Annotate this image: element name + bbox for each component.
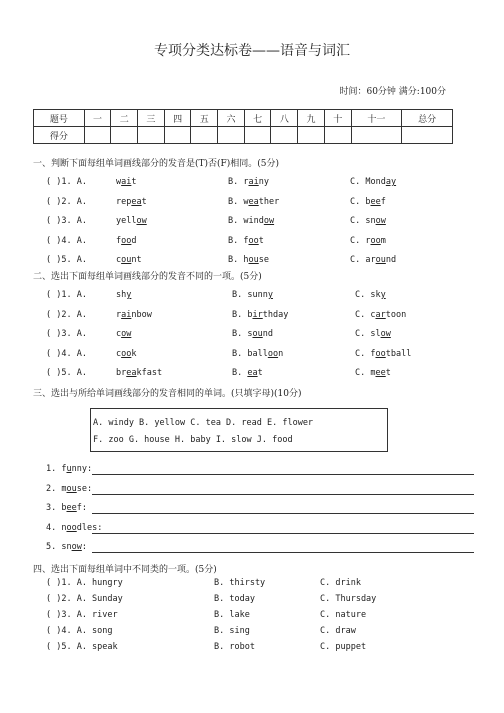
score-header-cell: 二 bbox=[111, 110, 138, 127]
option-b bbox=[232, 329, 273, 339]
option-word: C. room bbox=[350, 235, 386, 246]
option-a bbox=[116, 236, 137, 246]
underlined-sound: oo bbox=[121, 235, 132, 246]
section-3-heading: 三、选出与所给单词画线部分的发音相同的单词。(只填字母)(10分) bbox=[33, 389, 302, 399]
question-number: ( )5. A. bbox=[46, 368, 87, 378]
option-word: C. sky bbox=[355, 290, 386, 300]
underlined-sound: ow bbox=[71, 542, 82, 552]
underlined-sound: ou bbox=[375, 255, 386, 265]
option-a bbox=[116, 216, 147, 226]
question-option-a: ( )3. A. river bbox=[46, 610, 118, 620]
score-input-cell[interactable] bbox=[84, 127, 111, 144]
underlined-sound: ow bbox=[136, 216, 147, 226]
option-word: food bbox=[116, 235, 137, 246]
option-c bbox=[350, 216, 386, 226]
option-word: B. balloon bbox=[232, 348, 284, 359]
score-row-label: 得分 bbox=[34, 127, 85, 144]
option-a bbox=[116, 290, 131, 300]
option-word: C. slow bbox=[355, 329, 391, 339]
score-header-cell: 题号 bbox=[34, 110, 85, 127]
score-input-cell[interactable] bbox=[191, 127, 218, 144]
option-word: B. foot bbox=[228, 235, 264, 246]
underlined-sound: ai bbox=[121, 309, 132, 320]
option-c bbox=[350, 255, 396, 265]
option-word: C. cartoon bbox=[355, 309, 407, 320]
score-header-cell: 六 bbox=[218, 110, 245, 127]
exam-meta: 时间：60分钟 满分:100分 bbox=[339, 87, 446, 97]
score-value-row bbox=[34, 127, 453, 144]
section-4-heading: 四、选出下面每组单词中不同类的一项。(5分) bbox=[33, 565, 217, 575]
underlined-sound: ou bbox=[248, 255, 259, 265]
score-header-cell: 七 bbox=[244, 110, 271, 127]
option-b: B. robot bbox=[214, 642, 255, 652]
option-word: count bbox=[116, 255, 142, 265]
option-word: C. snow bbox=[350, 216, 386, 226]
option-b bbox=[228, 177, 269, 187]
option-c: C. nature bbox=[320, 610, 367, 620]
score-input-cell[interactable] bbox=[218, 127, 245, 144]
question-number: ( )4. A. bbox=[46, 235, 87, 246]
underlined-sound: y bbox=[126, 290, 132, 300]
score-header-cell: 五 bbox=[191, 110, 218, 127]
score-input-cell[interactable] bbox=[164, 127, 191, 144]
option-c bbox=[350, 197, 386, 207]
word-bank-box bbox=[90, 408, 388, 452]
option-b bbox=[228, 216, 274, 226]
option-word: B. sunny bbox=[232, 290, 273, 300]
option-b: B. thirsty bbox=[214, 578, 266, 588]
underlined-sound: ee bbox=[66, 503, 77, 513]
option-c: C. puppet bbox=[320, 642, 367, 652]
option-b: B. sing bbox=[214, 626, 250, 636]
option-a bbox=[116, 255, 142, 265]
option-word: wait bbox=[116, 177, 137, 187]
question-option-a: ( )2. A. Sunday bbox=[46, 594, 123, 604]
score-input-cell[interactable] bbox=[111, 127, 138, 144]
fill-label: 1. funny: bbox=[46, 464, 93, 474]
underlined-sound: ow bbox=[375, 216, 386, 226]
score-input-cell[interactable] bbox=[138, 127, 165, 144]
underlined-sound: oo bbox=[248, 235, 259, 246]
option-word: shy bbox=[116, 290, 132, 300]
option-word: B. sound bbox=[232, 329, 273, 339]
underlined-sound: u bbox=[66, 464, 72, 474]
option-word: C. meet bbox=[355, 368, 391, 378]
score-header-cell: 十 bbox=[324, 110, 351, 127]
underlined-sound: y bbox=[267, 290, 273, 300]
underlined-sound: oo bbox=[121, 348, 132, 359]
option-a bbox=[116, 368, 162, 378]
underlined-sound: ea bbox=[131, 196, 142, 207]
option-word: C. football bbox=[355, 348, 412, 359]
option-b bbox=[228, 236, 264, 246]
option-a bbox=[116, 329, 131, 339]
option-b: B. lake bbox=[214, 610, 250, 620]
score-header-cell: 八 bbox=[271, 110, 298, 127]
option-b bbox=[232, 290, 273, 300]
underlined-sound: ai bbox=[248, 177, 259, 187]
underlined-sound: ou bbox=[252, 329, 263, 339]
underlined-sound: ee bbox=[370, 196, 381, 207]
underlined-sound: ow bbox=[121, 329, 132, 339]
question-option-a: ( )4. A. song bbox=[46, 626, 113, 636]
answer-line[interactable] bbox=[92, 533, 474, 534]
option-a bbox=[116, 349, 137, 359]
option-word: breakfast bbox=[116, 368, 163, 378]
underlined-sound: ow bbox=[380, 329, 391, 339]
underlined-sound: ou bbox=[121, 255, 132, 265]
question-option-a: ( )1. A. hungry bbox=[46, 578, 123, 588]
option-word: B. eat bbox=[232, 368, 263, 378]
underlined-sound: oo bbox=[66, 522, 77, 533]
underlined-sound: y bbox=[380, 290, 386, 300]
score-header-cell: 三 bbox=[138, 110, 165, 127]
score-input-cell[interactable] bbox=[244, 127, 271, 144]
option-a bbox=[116, 197, 147, 207]
underlined-sound: oo bbox=[375, 348, 386, 359]
option-word: B. house bbox=[228, 255, 269, 265]
option-word: cook bbox=[116, 348, 137, 359]
answer-line[interactable] bbox=[92, 513, 474, 514]
question-number: ( )1. A. bbox=[46, 177, 87, 187]
option-c bbox=[355, 310, 406, 320]
question-number: ( )2. A. bbox=[46, 196, 87, 207]
score-table bbox=[33, 109, 453, 144]
underlined-sound: ar bbox=[375, 309, 386, 320]
option-c: C. drink bbox=[320, 578, 361, 588]
score-input-cell[interactable] bbox=[271, 127, 298, 144]
option-c bbox=[350, 236, 386, 246]
option-b bbox=[228, 255, 269, 265]
underlined-sound: ee bbox=[375, 368, 386, 378]
option-b: B. today bbox=[214, 594, 255, 604]
question-option-a: ( )5. A. speak bbox=[46, 642, 118, 652]
option-c bbox=[355, 290, 386, 300]
score-input-cell[interactable] bbox=[298, 127, 325, 144]
section-2-heading: 二、选出下面每组单词画线部分的发音不同的一项。(5分) bbox=[33, 272, 262, 282]
underlined-sound: ou bbox=[66, 483, 77, 494]
option-c bbox=[350, 177, 396, 187]
score-header-cell: 四 bbox=[164, 110, 191, 127]
option-c bbox=[355, 329, 391, 339]
fill-label: 2. mouse: bbox=[46, 483, 93, 494]
underlined-sound: ea bbox=[248, 196, 259, 207]
option-word: cow bbox=[116, 329, 132, 339]
underlined-sound: oo bbox=[267, 348, 279, 359]
option-word: B. rainy bbox=[228, 177, 269, 187]
fill-label: 4. noodles: bbox=[46, 522, 103, 533]
option-word: B. weather bbox=[228, 196, 280, 207]
question-number: ( )4. A. bbox=[46, 348, 87, 359]
option-b bbox=[232, 310, 288, 320]
option-word: repeat bbox=[116, 196, 147, 207]
option-word: B. window bbox=[228, 216, 275, 226]
option-c bbox=[355, 349, 411, 359]
score-header-cell: 一 bbox=[84, 110, 111, 127]
underlined-sound: ow bbox=[263, 216, 275, 226]
section-1-heading: 一、判断下面每组单词画线部分的发音是(T)否(F)相同。(5分) bbox=[33, 159, 280, 169]
underlined-sound: ir bbox=[252, 309, 263, 320]
underlined-sound: oo bbox=[370, 235, 381, 246]
score-header-cell: 十一 bbox=[351, 110, 402, 127]
question-number: ( )1. A. bbox=[46, 290, 87, 300]
word-bank-row: F. zoo G. house H. baby I. slow J. food bbox=[93, 435, 293, 445]
score-header-row bbox=[34, 110, 453, 127]
option-word: B. birthday bbox=[232, 309, 289, 320]
answer-line[interactable] bbox=[92, 494, 474, 495]
question-number: ( )2. A. bbox=[46, 309, 87, 320]
option-b bbox=[228, 197, 279, 207]
underlined-sound: ai bbox=[121, 177, 132, 187]
answer-line[interactable] bbox=[92, 552, 474, 553]
option-c: C. draw bbox=[320, 626, 356, 636]
option-word: C. Monday bbox=[350, 177, 397, 187]
option-word: C. around bbox=[350, 255, 397, 265]
option-word: yellow bbox=[116, 216, 147, 226]
option-a bbox=[116, 310, 152, 320]
word-bank-row: A. windy B. yellow C. tea D. read E. flower bbox=[93, 418, 314, 428]
option-a bbox=[116, 177, 137, 187]
option-c bbox=[355, 368, 391, 378]
score-input-cell[interactable] bbox=[324, 127, 351, 144]
score-header-cell: 总分 bbox=[402, 110, 453, 127]
underlined-sound: ay bbox=[385, 177, 397, 187]
score-header-cell: 九 bbox=[298, 110, 325, 127]
question-number: ( )3. A. bbox=[46, 216, 87, 226]
fill-label: 3. beef: bbox=[46, 503, 87, 513]
option-word: C. beef bbox=[350, 196, 386, 207]
page-title: 专项分类达标卷——语音与词汇 bbox=[154, 43, 350, 59]
question-number: ( )5. A. bbox=[46, 255, 87, 265]
option-word: rainbow bbox=[116, 309, 152, 320]
underlined-sound: ea bbox=[247, 368, 258, 378]
answer-line[interactable] bbox=[92, 474, 474, 475]
option-c: C. Thursday bbox=[320, 594, 377, 604]
underlined-sound: ea bbox=[126, 368, 137, 378]
score-input-cell[interactable] bbox=[402, 127, 453, 144]
option-b bbox=[232, 349, 283, 359]
score-input-cell[interactable] bbox=[351, 127, 402, 144]
fill-label: 5. snow: bbox=[46, 542, 87, 552]
question-number: ( )3. A. bbox=[46, 329, 87, 339]
option-b bbox=[232, 368, 263, 378]
